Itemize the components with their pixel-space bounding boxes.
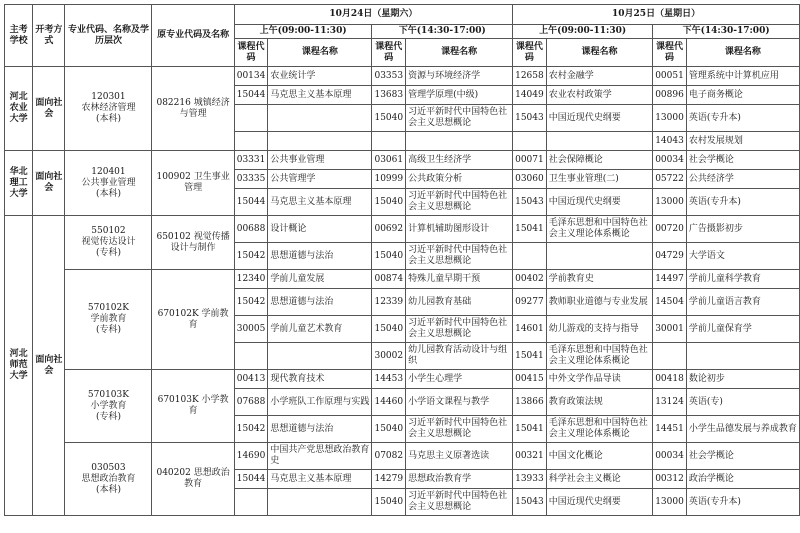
course-code: 15044 <box>234 86 268 105</box>
course-name: 学前教育史 <box>546 270 652 289</box>
header-day2-am: 上午(09:00-11:30) <box>513 25 653 39</box>
course-code: 00692 <box>372 216 406 243</box>
course-name: 习近平新时代中国特色社会主义思想概论 <box>406 243 513 270</box>
course-name: 高级卫生经济学 <box>406 151 513 170</box>
table-row <box>5 370 800 389</box>
course-name: 计算机辅助图形设计 <box>406 216 513 243</box>
course-name: 毛泽东思想和中国特色社会主义理论体系概论 <box>546 343 652 370</box>
course-name: 幼儿园教育基础 <box>406 289 513 316</box>
course-code: 00413 <box>234 370 268 389</box>
course-name: 管理学原理(中级) <box>406 86 513 105</box>
course-name: 英语(专升本) <box>686 189 799 216</box>
course-name: 学前儿童艺术教育 <box>268 316 372 343</box>
major-name: 农林经济管理 <box>81 103 136 113</box>
course-code <box>234 343 268 370</box>
course-code: 00874 <box>372 270 406 289</box>
course-name: 毛泽东思想和中国特色社会主义理论体系概论 <box>546 416 652 443</box>
major-cell <box>65 443 152 516</box>
course-name: 马克思主义基本原理 <box>268 86 372 105</box>
course-name <box>546 132 652 151</box>
course-code: 00418 <box>653 370 687 389</box>
course-name: 科学社会主义概论 <box>546 470 652 489</box>
course-code: 14460 <box>372 389 406 416</box>
course-code: 00134 <box>234 67 268 86</box>
course-name: 农村金融学 <box>546 67 652 86</box>
course-name: 政治学概论 <box>686 470 799 489</box>
course-code <box>653 343 687 370</box>
course-code: 00321 <box>513 443 547 470</box>
major-code: 550102 <box>91 226 126 236</box>
course-name: 电子商务概论 <box>686 86 799 105</box>
course-code <box>513 132 547 151</box>
course-name: 教育政策法规 <box>546 389 652 416</box>
course-name: 毛泽东思想和中国特色社会主义理论体系概论 <box>546 216 652 243</box>
course-name: 马克思主义基本原理 <box>268 470 372 489</box>
major-level: (专科) <box>95 325 121 335</box>
major-name: 小学教育 <box>90 400 127 411</box>
course-code: 30002 <box>372 343 406 370</box>
course-code: 00688 <box>234 216 268 243</box>
course-name: 小学生心理学 <box>406 370 513 389</box>
course-name: 习近平新时代中国特色社会主义思想概论 <box>406 105 513 132</box>
course-code: 30005 <box>234 316 268 343</box>
major-cell <box>65 370 152 443</box>
school-name: 河北农业大学 <box>5 67 33 151</box>
major-name: 视觉传达设计 <box>81 237 136 247</box>
course-name: 公共管理学 <box>268 170 372 189</box>
course-code: 00034 <box>653 151 687 170</box>
course-code: 15044 <box>234 189 268 216</box>
header-mode: 开考方式 <box>33 5 65 67</box>
course-code: 15041 <box>513 416 547 443</box>
course-code: 14453 <box>372 370 406 389</box>
course-code: 15041 <box>513 343 547 370</box>
course-name: 幼儿园教育活动设计与组织 <box>406 343 513 370</box>
course-name: 学前儿童语言教育 <box>686 289 799 316</box>
course-code <box>372 132 406 151</box>
course-name: 管理系统中计算机应用 <box>686 67 799 86</box>
course-name: 小学生品德发展与养成教育 <box>686 416 799 443</box>
course-name: 英语(专升本) <box>686 105 799 132</box>
course-name: 中外文学作品导读 <box>546 370 652 389</box>
course-code: 13000 <box>653 189 687 216</box>
course-name: 小学班队工作原理与实践 <box>268 389 372 416</box>
course-name: 习近平新时代中国特色社会主义思想概论 <box>406 189 513 216</box>
course-code: 15042 <box>234 243 268 270</box>
course-code: 14279 <box>372 470 406 489</box>
table-row <box>5 270 800 289</box>
course-code: 09277 <box>513 289 547 316</box>
course-name <box>546 243 652 270</box>
course-name: 中国共产党思想政治教育史 <box>268 443 372 470</box>
course-code: 04729 <box>653 243 687 270</box>
header-code: 课程代码 <box>372 39 406 67</box>
course-code: 15040 <box>372 189 406 216</box>
course-name: 中国近现代史纲要 <box>546 105 652 132</box>
course-name: 英语(专升本) <box>686 489 799 516</box>
course-code: 15042 <box>234 416 268 443</box>
major-level: (本科) <box>95 484 121 495</box>
course-name: 特殊儿童早期干预 <box>406 270 513 289</box>
course-name: 中国近现代史纲要 <box>546 489 652 516</box>
course-code: 00312 <box>653 470 687 489</box>
course-code <box>234 132 268 151</box>
course-name: 卫生事业管理(二) <box>546 170 652 189</box>
course-code: 07688 <box>234 389 268 416</box>
major-level: (专科) <box>95 248 121 258</box>
course-code: 13000 <box>653 105 687 132</box>
table-row <box>5 151 800 170</box>
course-code: 12340 <box>234 270 268 289</box>
major-level: (本科) <box>95 188 121 199</box>
course-name: 农业统计学 <box>268 67 372 86</box>
course-name: 习近平新时代中国特色社会主义思想概论 <box>406 416 513 443</box>
course-code: 14451 <box>653 416 687 443</box>
course-code: 15040 <box>372 105 406 132</box>
course-code: 12658 <box>513 67 547 86</box>
course-code: 05722 <box>653 170 687 189</box>
orig-major: 650102 视觉传播设计与制作 <box>152 216 234 270</box>
course-code: 15041 <box>513 216 547 243</box>
major-cell <box>65 151 152 216</box>
course-code: 14504 <box>653 289 687 316</box>
header-school: 主考学校 <box>5 5 33 67</box>
course-name: 社会保障概论 <box>546 151 652 170</box>
course-code <box>513 243 547 270</box>
course-code: 13866 <box>513 389 547 416</box>
major-name: 公共事业管理 <box>81 177 136 188</box>
major-code: 120301 <box>91 92 126 102</box>
course-name: 设计概论 <box>268 216 372 243</box>
course-code <box>234 489 268 516</box>
table-row <box>5 67 800 86</box>
course-name <box>686 343 799 370</box>
course-name <box>406 132 513 151</box>
course-name: 思想道德与法治 <box>268 243 372 270</box>
course-name: 马克思主义基本原理 <box>268 189 372 216</box>
course-code: 14043 <box>653 132 687 151</box>
table-row <box>5 216 800 243</box>
course-name: 公共政策分析 <box>406 170 513 189</box>
course-code: 13124 <box>653 389 687 416</box>
header-name: 课程名称 <box>686 39 799 67</box>
course-code: 14497 <box>653 270 687 289</box>
header-day1: 10月24日（星期六） <box>234 5 512 25</box>
course-code: 14601 <box>513 316 547 343</box>
course-code: 10999 <box>372 170 406 189</box>
course-name: 资源与环境经济学 <box>406 67 513 86</box>
course-code: 00415 <box>513 370 547 389</box>
course-code: 15042 <box>234 289 268 316</box>
exam-mode: 面向社会 <box>33 67 65 151</box>
course-name: 大学语文 <box>686 243 799 270</box>
header-name: 课程名称 <box>268 39 372 67</box>
course-name: 幼儿游戏的支持与指导 <box>546 316 652 343</box>
major-cell <box>65 270 152 370</box>
course-code: 03353 <box>372 67 406 86</box>
school-name: 河北师范大学 <box>5 216 33 516</box>
course-code: 14049 <box>513 86 547 105</box>
header-day1-am: 上午(09:00-11:30) <box>234 25 372 39</box>
course-name <box>268 105 372 132</box>
course-name: 学前儿童保育学 <box>686 316 799 343</box>
course-code: 15040 <box>372 243 406 270</box>
table-row <box>5 443 800 470</box>
course-code: 03335 <box>234 170 268 189</box>
course-name: 中国近现代史纲要 <box>546 189 652 216</box>
course-name: 教师职业道德与专业发展 <box>546 289 652 316</box>
header-day2: 10月25日（星期日） <box>513 5 800 25</box>
course-code: 15043 <box>513 489 547 516</box>
orig-major: 670103K 小学教育 <box>152 370 234 443</box>
course-code: 13683 <box>372 86 406 105</box>
course-name: 社会学概论 <box>686 151 799 170</box>
course-name: 习近平新时代中国特色社会主义思想概论 <box>406 316 513 343</box>
course-name: 公共经济学 <box>686 170 799 189</box>
exam-mode: 面向社会 <box>33 216 65 516</box>
course-name: 社会学概论 <box>686 443 799 470</box>
header-day2-pm: 下午(14:30-17:00) <box>653 25 800 39</box>
course-code: 12339 <box>372 289 406 316</box>
course-name: 习近平新时代中国特色社会主义思想概论 <box>406 489 513 516</box>
orig-major: 100902 卫生事业管理 <box>152 151 234 216</box>
course-code: 03061 <box>372 151 406 170</box>
orig-major: 040202 思想政治教育 <box>152 443 234 516</box>
header-code: 课程代码 <box>234 39 268 67</box>
header-major: 专业代码、名称及学历层次 <box>65 5 152 67</box>
major-code: 570102K <box>87 303 129 313</box>
course-code: 03060 <box>513 170 547 189</box>
course-name: 学前儿童科学教育 <box>686 270 799 289</box>
exam-schedule-table <box>4 4 800 516</box>
exam-mode: 面向社会 <box>33 151 65 216</box>
course-code: 15043 <box>513 189 547 216</box>
course-code: 15040 <box>372 316 406 343</box>
course-name: 中国文化概论 <box>546 443 652 470</box>
course-name: 马克思主义原著选读 <box>406 443 513 470</box>
course-name: 思想道德与法治 <box>268 289 372 316</box>
major-code: 570103K <box>87 389 129 400</box>
course-code: 13000 <box>653 489 687 516</box>
course-code: 00896 <box>653 86 687 105</box>
course-code: 14690 <box>234 443 268 470</box>
header-name: 课程名称 <box>546 39 652 67</box>
course-code: 13933 <box>513 470 547 489</box>
course-code: 00071 <box>513 151 547 170</box>
course-code: 15040 <box>372 416 406 443</box>
course-name: 学前儿童发展 <box>268 270 372 289</box>
major-level: (本科) <box>95 114 121 124</box>
course-code: 07082 <box>372 443 406 470</box>
course-name: 农业农村政策学 <box>546 86 652 105</box>
major-code: 030503 <box>91 462 126 473</box>
header-day1-pm: 下午(14:30-17:00) <box>372 25 513 39</box>
header-orig-major: 原专业代码及名称 <box>152 5 234 67</box>
course-name: 现代教育技术 <box>268 370 372 389</box>
course-code: 15043 <box>513 105 547 132</box>
course-code: 00051 <box>653 67 687 86</box>
major-name: 思想政治教育 <box>81 473 136 484</box>
orig-major: 670102K 学前教育 <box>152 270 234 370</box>
school-name: 华北理工大学 <box>5 151 33 216</box>
course-name: 广告摄影初步 <box>686 216 799 243</box>
course-code: 03331 <box>234 151 268 170</box>
course-code: 00034 <box>653 443 687 470</box>
course-code: 15040 <box>372 489 406 516</box>
major-code: 120401 <box>91 166 126 177</box>
major-level: (专科) <box>95 411 121 422</box>
course-name: 公共事业管理 <box>268 151 372 170</box>
orig-major: 082216 城镇经济与管理 <box>152 67 234 151</box>
course-code: 00402 <box>513 270 547 289</box>
course-name <box>268 489 372 516</box>
header-code: 课程代码 <box>513 39 547 67</box>
course-name: 农村发展规划 <box>686 132 799 151</box>
header-code: 课程代码 <box>653 39 687 67</box>
course-code: 30001 <box>653 316 687 343</box>
course-code: 15044 <box>234 470 268 489</box>
major-cell <box>65 67 152 151</box>
course-name: 数论初步 <box>686 370 799 389</box>
course-name: 思想道德与法治 <box>268 416 372 443</box>
course-name: 小学语文课程与教学 <box>406 389 513 416</box>
course-name <box>268 343 372 370</box>
major-name: 学前教育 <box>90 314 127 324</box>
course-name: 英语(专) <box>686 389 799 416</box>
header-name: 课程名称 <box>406 39 513 67</box>
course-code <box>234 105 268 132</box>
course-name <box>268 132 372 151</box>
course-name: 思想政治教育学 <box>406 470 513 489</box>
course-code: 00720 <box>653 216 687 243</box>
major-cell <box>65 216 152 270</box>
